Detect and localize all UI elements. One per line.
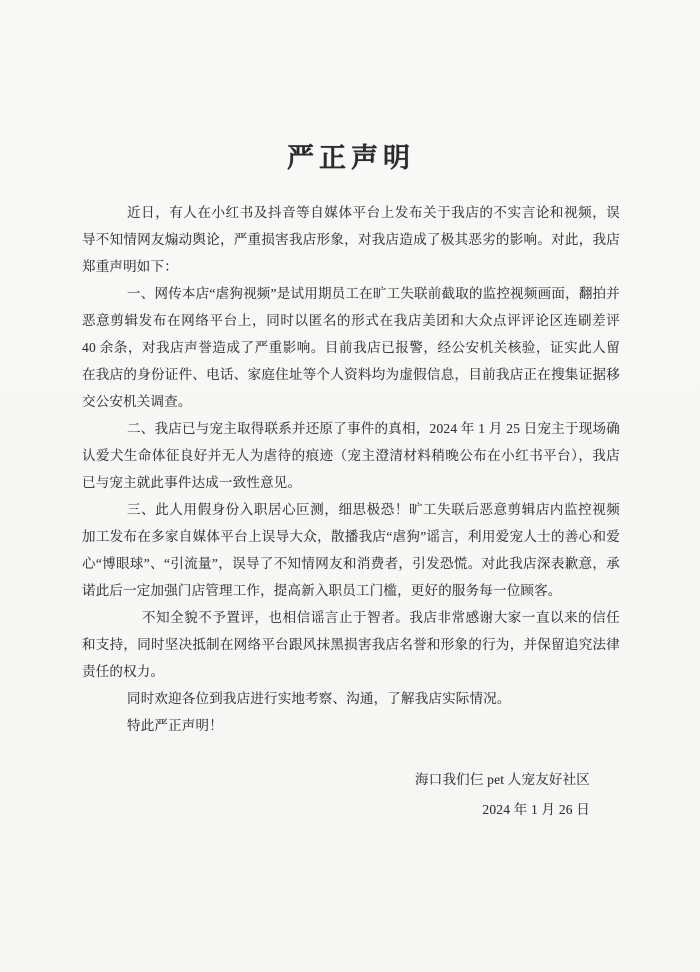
signature-name: 海口我们仨 pet 人宠友好社区 xyxy=(415,772,590,787)
paragraph-intro: 近日，有人在小红书及抖音等自媒体平台上发布关于我店的不实言论和视频，误导不知情网友煽动舆论，严重损害我店形象，对我店造成了极其恶劣的影响。对此，我店郑重声明如下： xyxy=(82,205,620,274)
paragraph-closing: 特此严正声明！ xyxy=(127,718,223,733)
paragraph-trust: 不知全貌不予置评，也相信谣言止于智者。我店非常感谢大家一直以来的信任和支持，同时坚决抵制在网络平台跟风抹黑损害我店名誉和形象的行为，并保留追究法律责任的权力。 xyxy=(82,610,620,679)
signature-date: 2024 年 1 月 26 日 xyxy=(482,802,590,817)
statement-title: 严正声明 xyxy=(287,143,415,173)
signature-block xyxy=(82,765,620,825)
paragraph-item-3: 三、此人用假身份入职居心叵测，细思极恐！旷工失联后恶意剪辑店内监控视频加工发布在多家自媒体平台上误导大众，散播我店“虐狗”谣言，利用爱宠人士的善心和爱心“博眼球”、“引流量”，误导了不知情网友和消费者，引发恐慌。对此我店深表歉意，承诺此后一定加强门店管理工作，提高新入职员工门槛，更好的服务每一位顾客。 xyxy=(82,502,620,598)
paragraph-item-1: 一、网传本店“虐狗视频”是试用期员工在旷工失联前截取的监控视频画面，翻拍并恶意剪辑发布在网络平台上，同时以匿名的形式在我店美团和大众点评评论区连刷差评 40 余条，对我店声誉造成了严重影响。目前我店已报警，经公安机关核验，证实此人留在我店的身份证件、电话、家庭住址等个人资料均为虚假信息，目前我店正在搜集证据移交公安机关调查。 xyxy=(82,286,620,409)
paragraph-welcome: 同时欢迎各位到我店进行实地考察、沟通，了解我店实际情况。 xyxy=(127,691,511,706)
statement-body xyxy=(82,199,620,739)
paragraph-item-2: 二、我店已与宠主取得联系并还原了事件的真相，2024 年 1 月 25 日宠主于现场确认爱犬生命体征良好并无人为虐待的痕迹（宠主澄清材料稍晚公布在小红书平台），我店已与宠主就此事件达成一致性意见。 xyxy=(82,421,620,490)
